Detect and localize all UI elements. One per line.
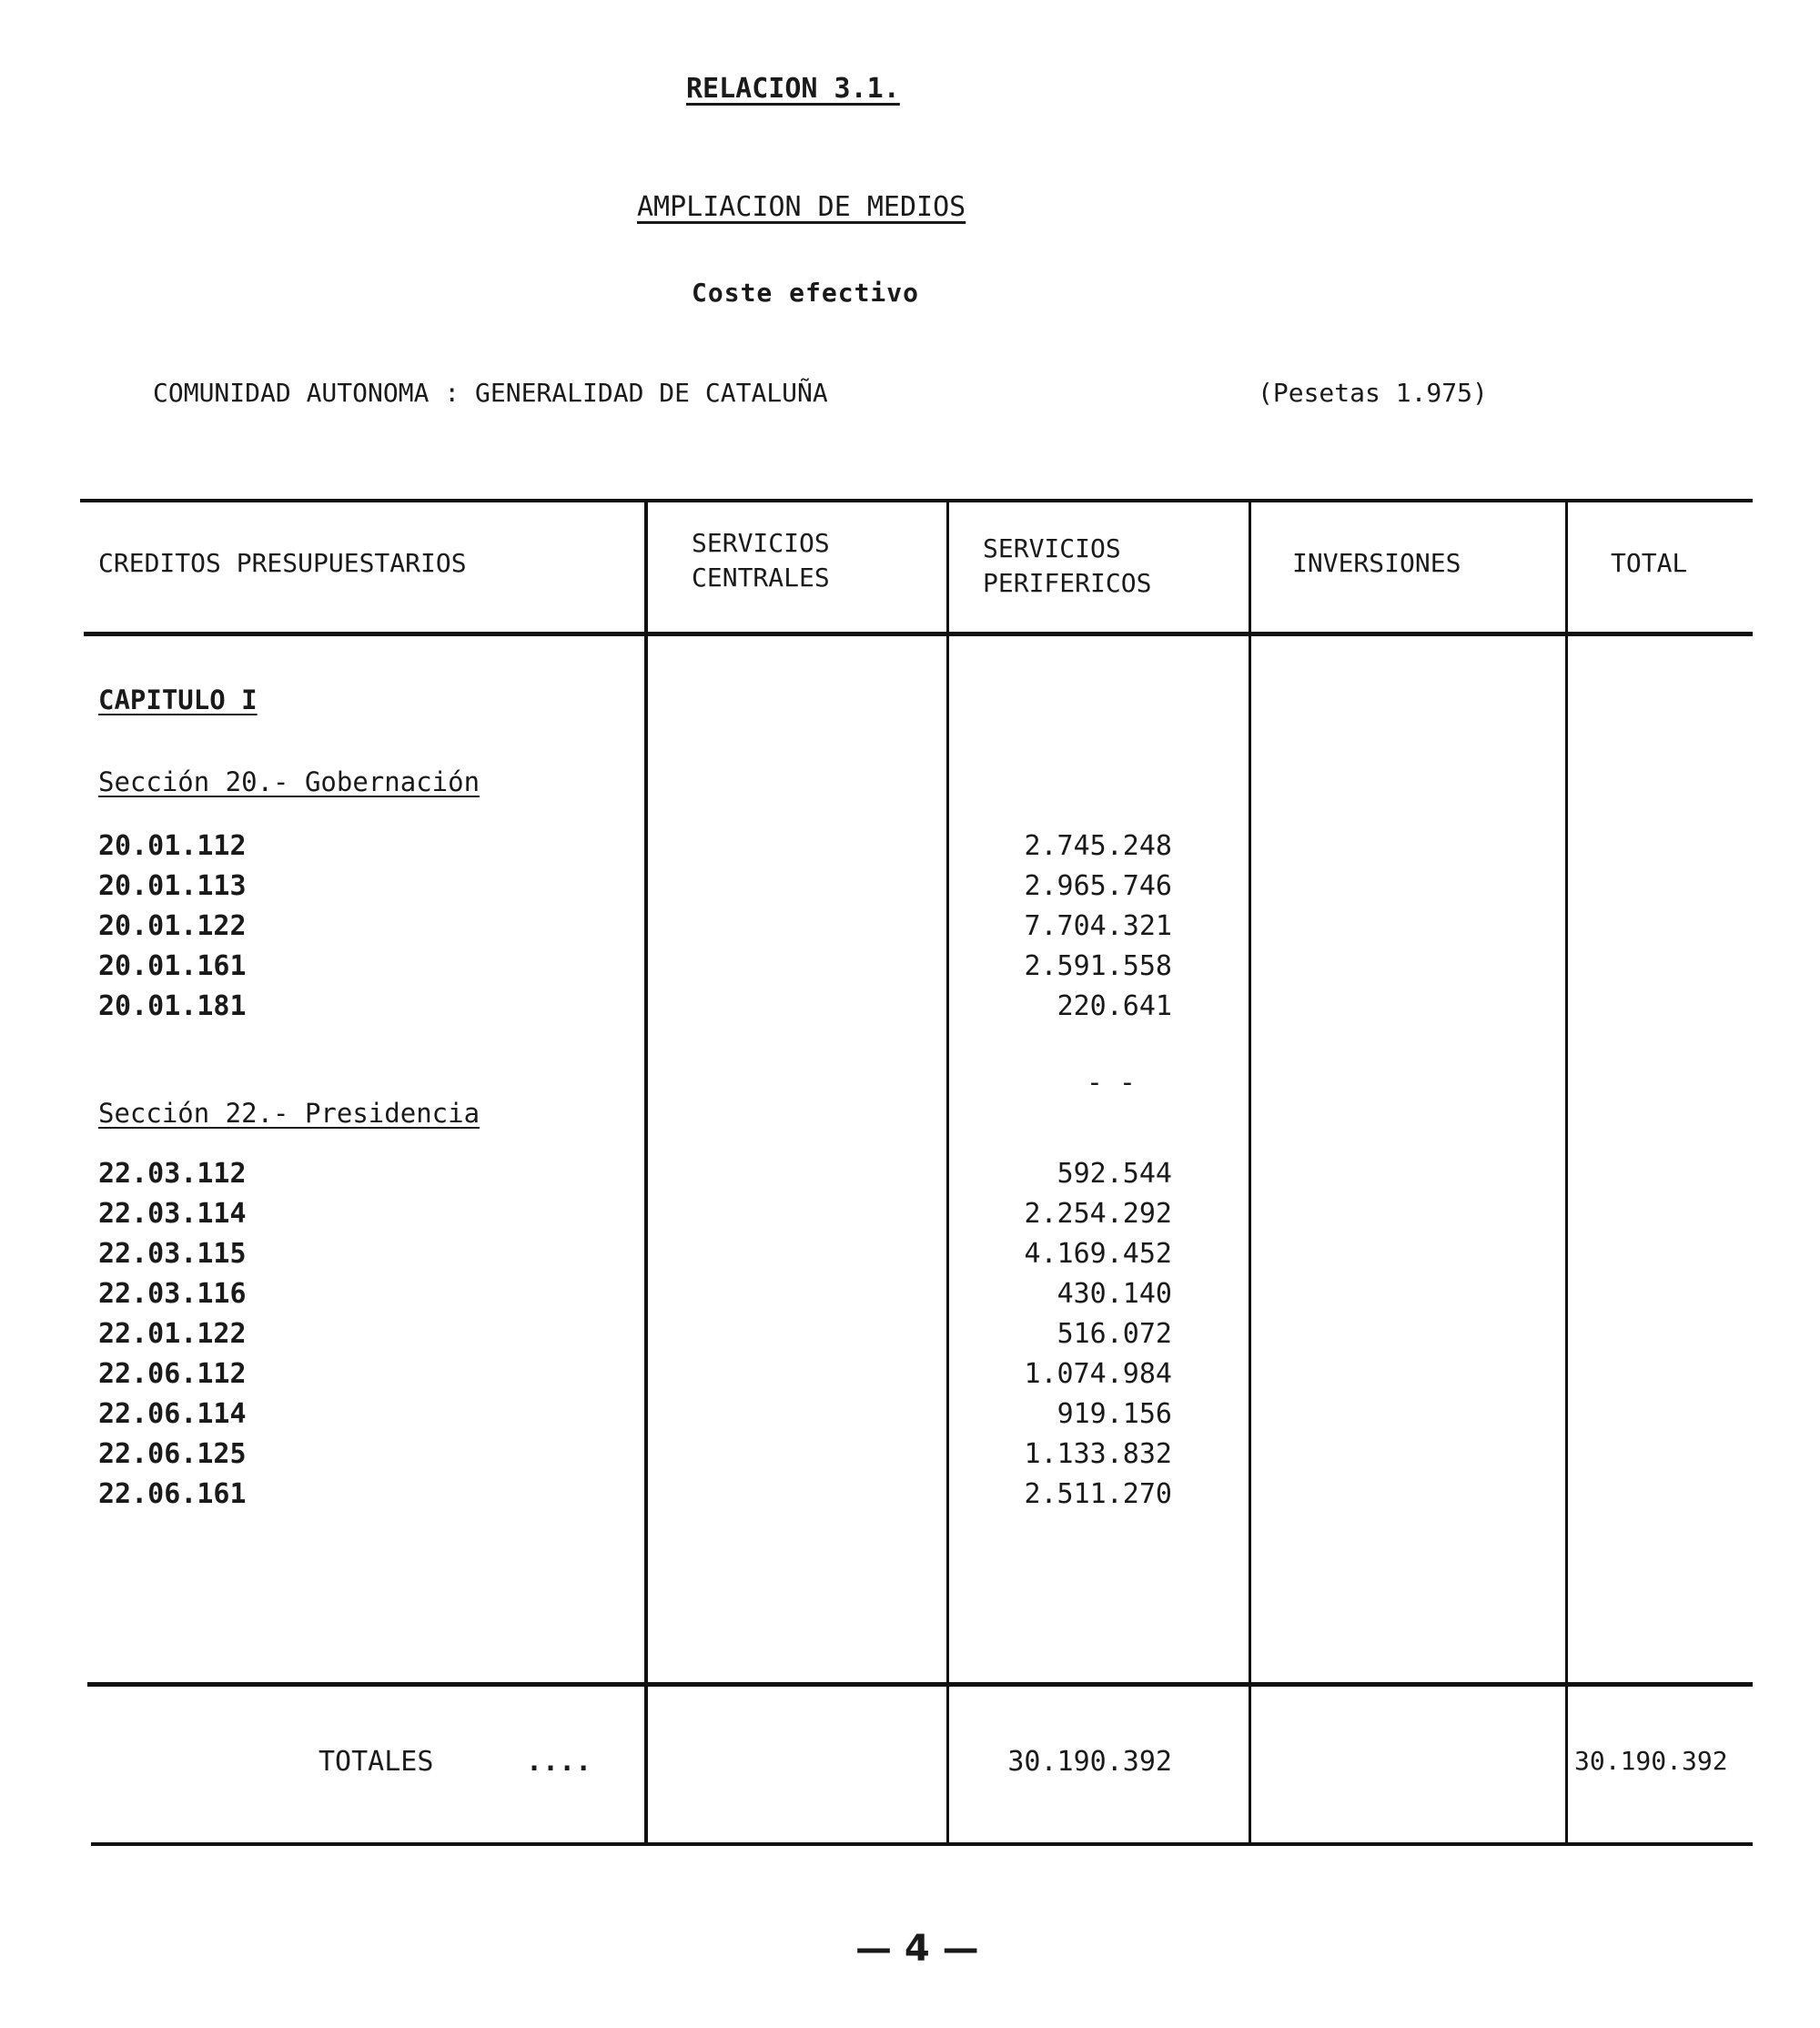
- totals-top-rule: [87, 1682, 1753, 1687]
- document-subtitle: Coste efectivo: [692, 278, 920, 308]
- currency-unit: (Pesetas 1.975): [1258, 378, 1488, 408]
- totals-dots: ....: [526, 1746, 592, 1778]
- row-code: 22.06.161: [98, 1478, 247, 1510]
- row-code: 22.03.114: [98, 1198, 247, 1230]
- column-header-inversiones: INVERSIONES: [1292, 548, 1461, 578]
- header-line: SERVICIOS: [692, 528, 830, 558]
- row-code: 20.01.113: [98, 870, 247, 902]
- table-bottom-rule: [91, 1842, 1753, 1846]
- row-value-perifericos: 1.133.832: [1024, 1438, 1172, 1470]
- row-code: 20.01.112: [98, 830, 247, 862]
- row-value-perifericos: 2.965.746: [1024, 870, 1172, 902]
- header-line: SERVICIOS: [983, 533, 1121, 563]
- chapter-heading: CAPITULO I: [98, 684, 258, 715]
- row-code: 22.03.112: [98, 1158, 247, 1190]
- row-value-perifericos: 919.156: [1057, 1398, 1172, 1430]
- column-header-servicios-centrales: [692, 526, 830, 595]
- page-number: — 4 —: [855, 1928, 979, 1970]
- section-heading: Sección 22.- Presidencia: [98, 1098, 480, 1129]
- header-line: CENTRALES: [692, 563, 830, 593]
- row-value-perifericos: 4.169.452: [1024, 1238, 1172, 1270]
- row-value-perifericos: 592.544: [1057, 1158, 1172, 1190]
- row-code: 22.06.114: [98, 1398, 247, 1430]
- row-code: 20.01.122: [98, 910, 247, 942]
- table-top-rule: [80, 499, 1753, 502]
- row-value-perifericos: 2.511.270: [1024, 1478, 1172, 1510]
- row-code: 20.01.161: [98, 950, 247, 982]
- header-line: PERIFERICOS: [983, 568, 1152, 598]
- row-code: 22.06.125: [98, 1438, 247, 1470]
- row-code: 22.03.115: [98, 1238, 247, 1270]
- totals-label: TOTALES: [318, 1746, 434, 1778]
- document-title: AMPLIACION DE MEDIOS: [637, 191, 966, 223]
- column-divider-2: [946, 499, 949, 1844]
- entity-label: COMUNIDAD AUTONOMA : GENERALIDAD DE CATALUÑA: [153, 378, 828, 408]
- section-heading: Sección 20.- Gobernación: [98, 766, 480, 797]
- row-value-perifericos: 430.140: [1057, 1278, 1172, 1310]
- document-reference: RELACION 3.1.: [686, 73, 900, 105]
- column-header-servicios-perifericos: [983, 532, 1151, 601]
- row-value-perifericos: 1.074.984: [1024, 1358, 1172, 1390]
- row-value-perifericos: 516.072: [1057, 1318, 1172, 1350]
- column-header-creditos: CREDITOS PRESUPUESTARIOS: [98, 548, 467, 578]
- column-divider-1: [644, 499, 648, 1844]
- totals-value-total: 30.190.392: [1574, 1746, 1728, 1776]
- column-divider-4: [1565, 499, 1568, 1844]
- row-value-perifericos: 220.641: [1057, 990, 1172, 1022]
- row-value-perifericos: 2.591.558: [1024, 950, 1172, 982]
- header-bottom-rule: [84, 632, 1753, 636]
- section-trailer-dashes: - -: [1086, 1067, 1136, 1099]
- column-header-total: TOTAL: [1611, 548, 1688, 578]
- row-code: 20.01.181: [98, 990, 247, 1022]
- row-value-perifericos: 2.254.292: [1024, 1198, 1172, 1230]
- column-divider-3: [1249, 499, 1251, 1844]
- row-value-perifericos: 2.745.248: [1024, 830, 1172, 862]
- row-code: 22.01.122: [98, 1318, 247, 1350]
- row-value-perifericos: 7.704.321: [1024, 910, 1172, 942]
- row-code: 22.06.112: [98, 1358, 247, 1390]
- totals-value-perifericos: 30.190.392: [1007, 1746, 1172, 1778]
- row-code: 22.03.116: [98, 1278, 247, 1310]
